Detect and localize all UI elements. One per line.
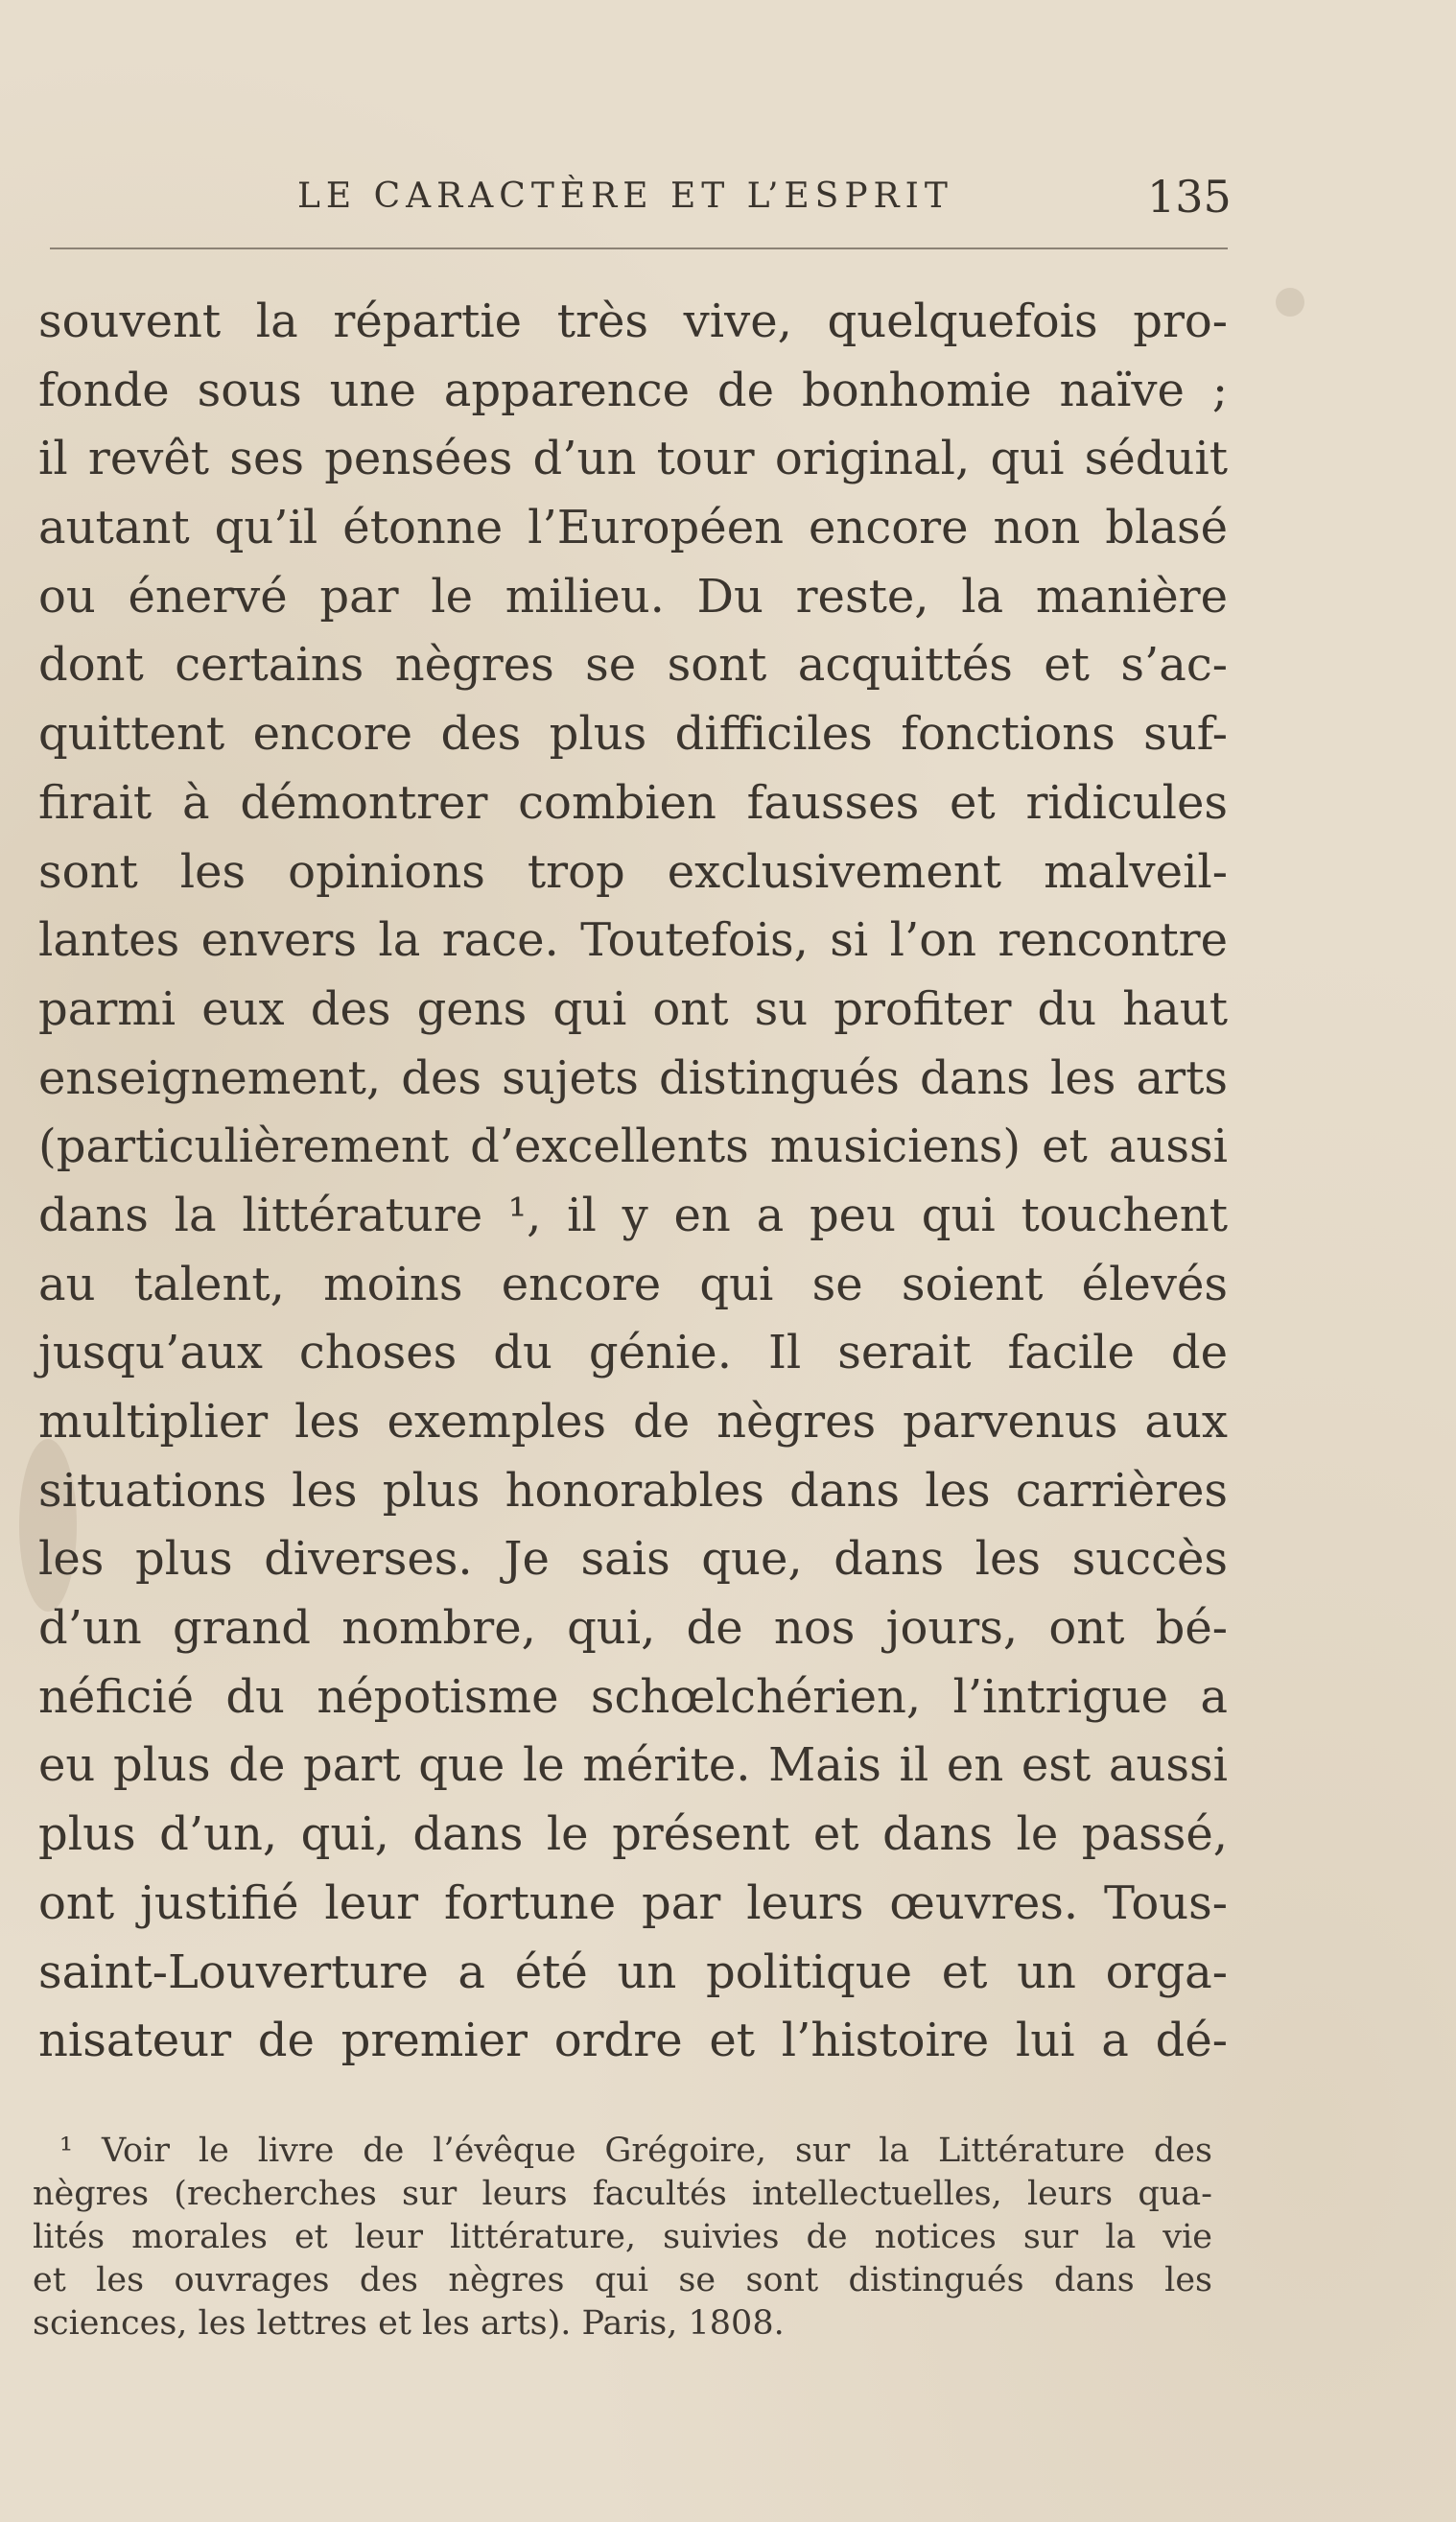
text-line: les plus diverses. Je sais que, dans les succès bbox=[38, 1532, 1228, 1587]
text-line: eu plus de part que le mérite. Mais il en est aussi bbox=[38, 1738, 1228, 1793]
text-line: néficié du népotisme schœlchérien, l’intrigue a bbox=[38, 1669, 1228, 1724]
text-line: enseignement, des sujets distingués dans les arts bbox=[38, 1050, 1228, 1105]
text-line: parmi eux des gens qui ont su profiter du haut bbox=[38, 981, 1228, 1036]
text-line: au talent, moins encore qui se soient élevés bbox=[38, 1257, 1228, 1311]
text-line: quittent encore des plus difficiles fonctions suf- bbox=[38, 707, 1228, 762]
text-line: saint-Louverture a été un politique et un orga- bbox=[38, 1945, 1228, 1999]
text-line: d’un grand nombre, qui, de nos jours, ont bé- bbox=[38, 1601, 1228, 1656]
text-line: (particulièrement d’excellents musiciens) et aussi bbox=[38, 1120, 1228, 1174]
footnote-line: sciences, les lettres et les arts). Paris, 1808. bbox=[33, 2304, 785, 2343]
footnote-text: Voir le livre de l’évêque Grégoire, sur la Littérature des bbox=[101, 2132, 1212, 2170]
text-line: souvent la répartie très vive, quelquefois pro- bbox=[38, 295, 1228, 348]
footnote bbox=[33, 2130, 1212, 2345]
text-line: plus d’un, qui, dans le présent et dans le passé, bbox=[38, 1807, 1228, 1862]
body-text bbox=[38, 288, 1228, 2076]
text-line: fonde sous une apparence de bonhomie naïve ; bbox=[38, 363, 1228, 417]
text-line: il revêt ses pensées d’un tour original, qui séduit bbox=[38, 432, 1228, 486]
header-rule bbox=[50, 247, 1228, 249]
text-line: sont les opinions trop exclusivement malveil- bbox=[38, 844, 1228, 899]
text-line: ont justifié leur fortune par leurs œuvres. Tous- bbox=[38, 1875, 1228, 1930]
text-line: jusqu’aux choses du génie. Il serait facile de bbox=[38, 1326, 1228, 1380]
text-line: dont certains nègres se sont acquittés et s’ac- bbox=[38, 638, 1228, 693]
page-speck bbox=[1276, 288, 1304, 317]
text-line: situations les plus honorables dans les carrières bbox=[38, 1463, 1228, 1518]
text-line: multiplier les exemples de nègres parvenus aux bbox=[38, 1395, 1228, 1449]
text-line: autant qu’il étonne l’Européen encore non blasé bbox=[38, 501, 1228, 555]
footnote-line: nègres (recherches sur leurs facultés intellectuelles, leurs qua- bbox=[33, 2175, 1212, 2213]
running-title: LE CARACTÈRE ET L’ESPRIT bbox=[297, 177, 953, 216]
running-head bbox=[0, 171, 1456, 228]
text-line: firait à démontrer combien fausses et ridicules bbox=[38, 775, 1228, 830]
footnote-line: et les ouvrages des nègres qui se sont distingués dans les bbox=[33, 2261, 1212, 2299]
footnote-marker: ¹ bbox=[59, 2132, 74, 2170]
footnote-line bbox=[33, 2130, 1212, 2173]
text-line: ou énervé par le milieu. Du reste, la manière bbox=[38, 569, 1228, 624]
text-line: lantes envers la race. Toutefois, si l’on rencontre bbox=[38, 913, 1228, 968]
page-number: 135 bbox=[1147, 171, 1232, 223]
footnote-line: lités morales et leur littérature, suivies de notices sur la vie bbox=[33, 2218, 1212, 2256]
text-line: nisateur de premier ordre et l’histoire lui a dé- bbox=[38, 2014, 1228, 2068]
text-line: dans la littérature ¹, il y en a peu qui touchent bbox=[38, 1188, 1228, 1242]
